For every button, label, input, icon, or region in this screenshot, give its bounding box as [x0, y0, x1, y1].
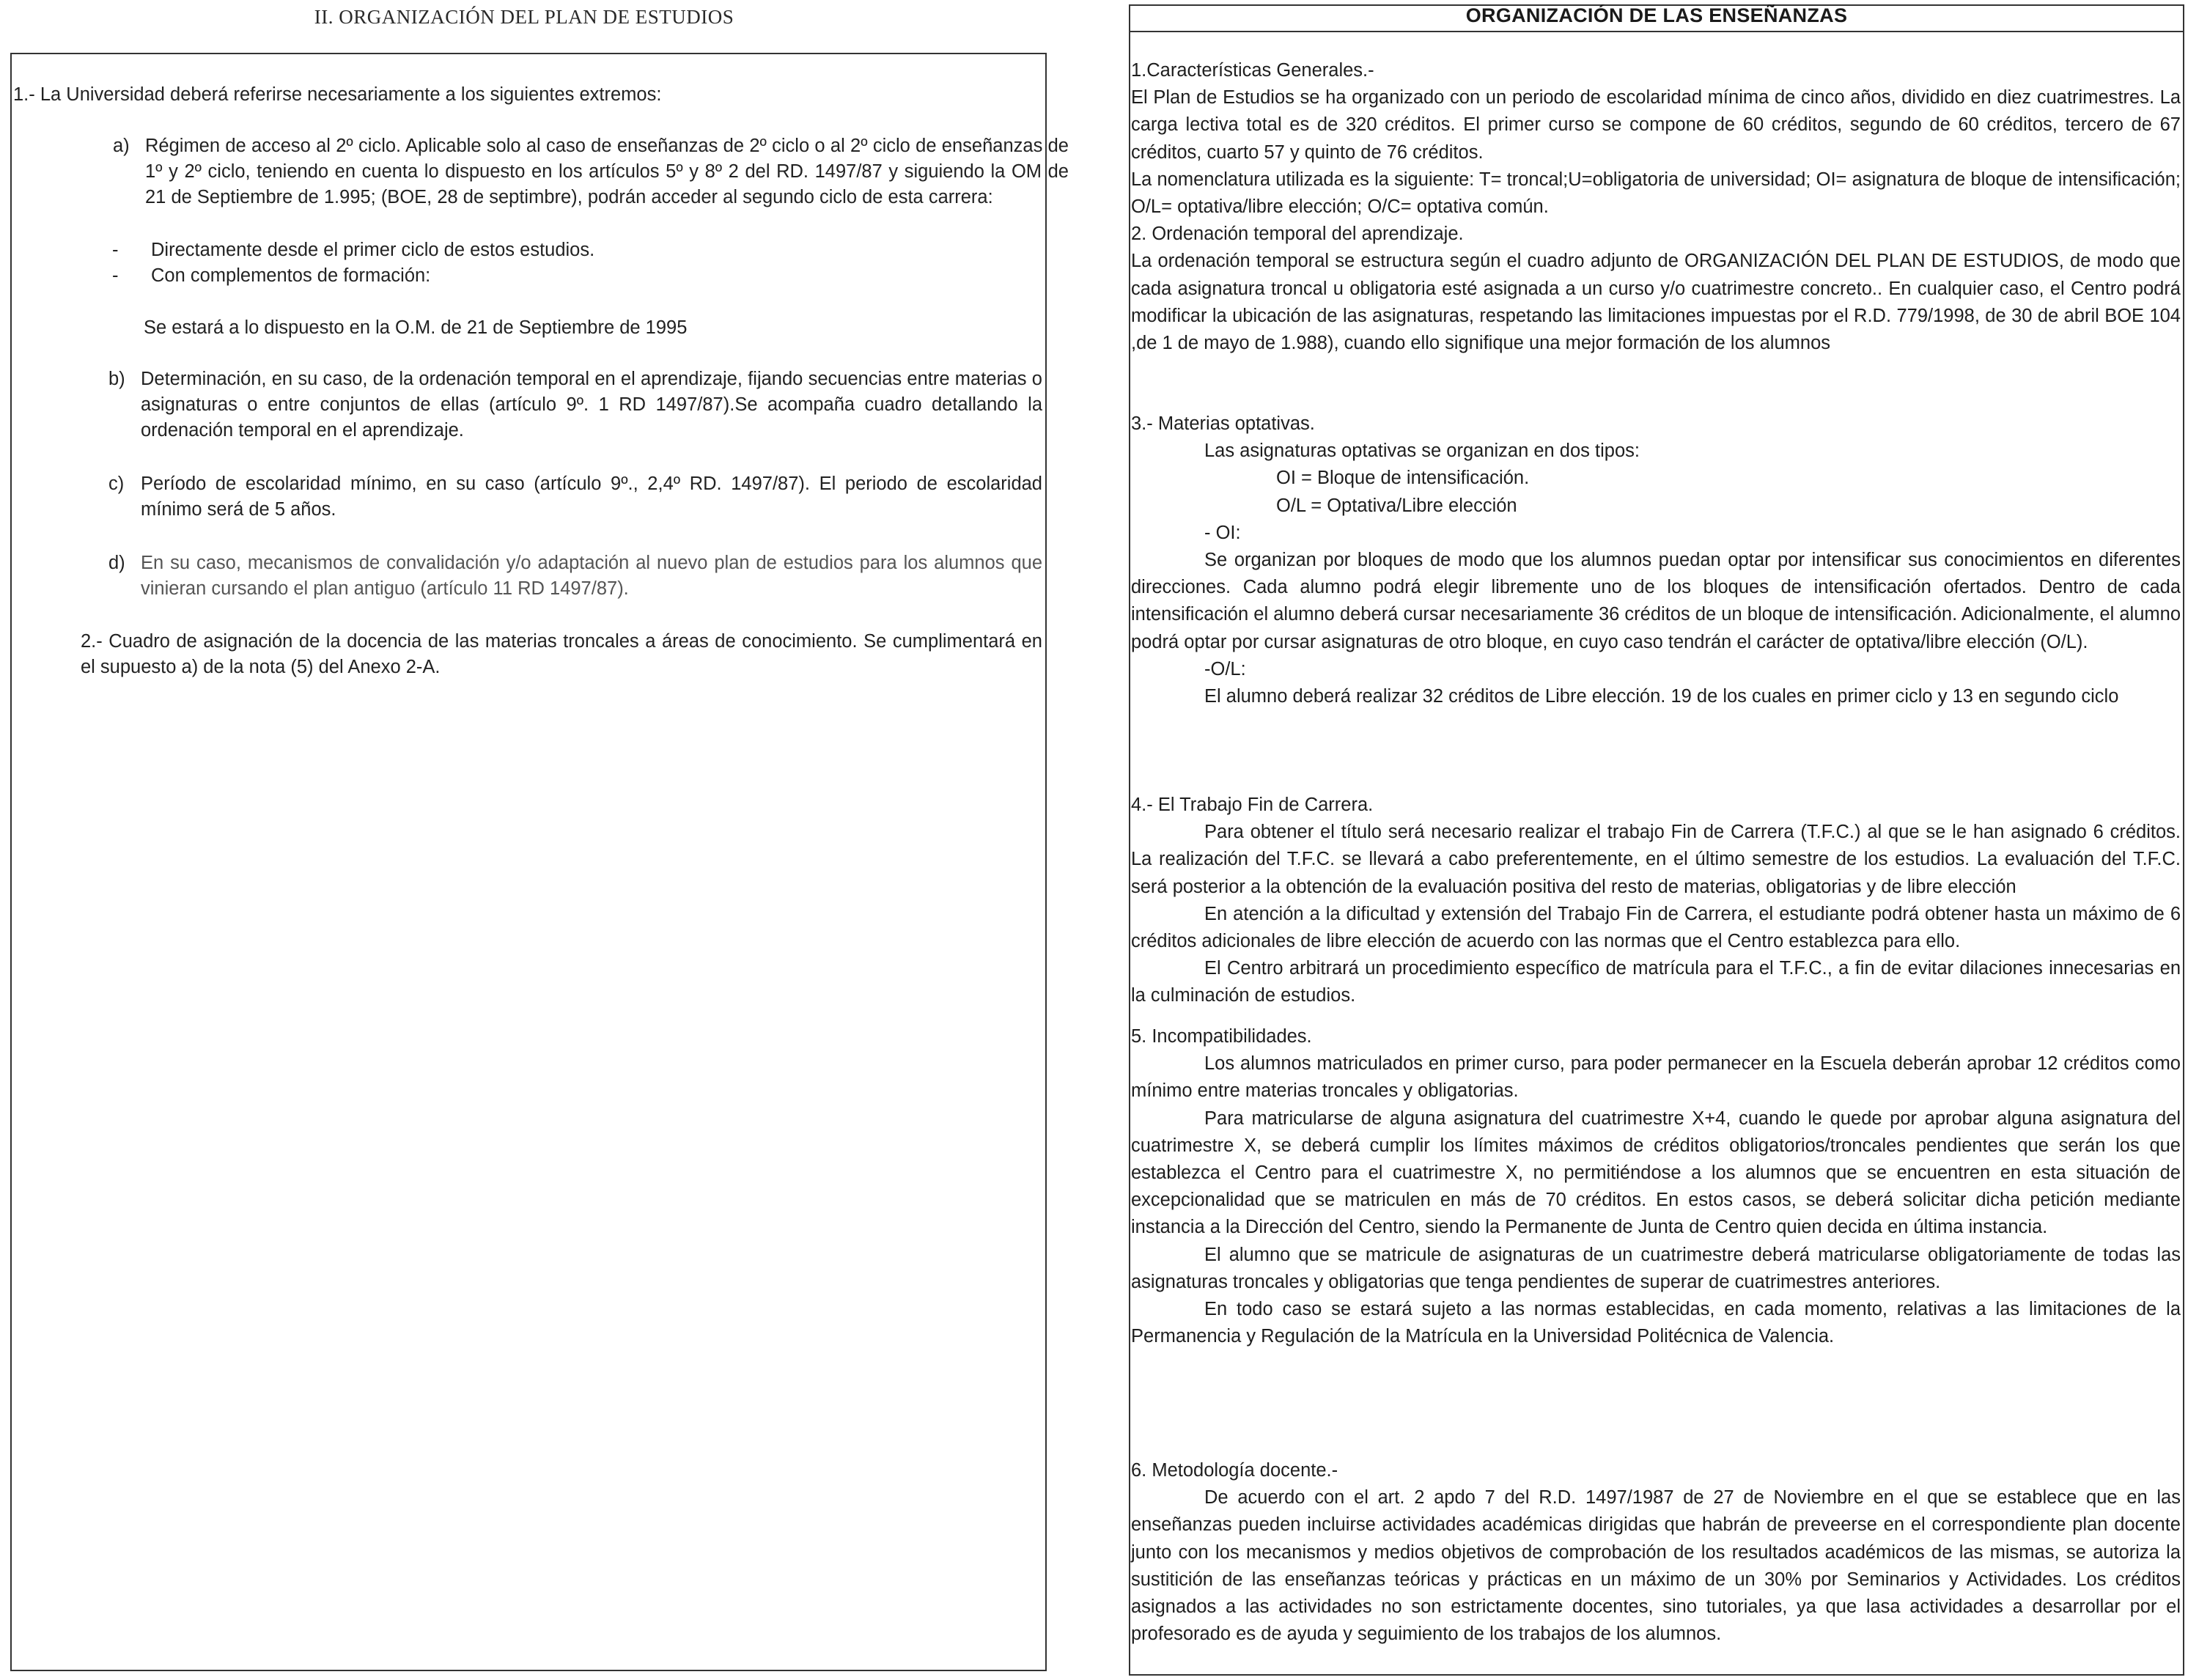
section-3	[1131, 410, 2181, 710]
title-divider	[1129, 31, 2184, 32]
left-point-2: 2.- Cuadro de asignación de la docencia de las materias troncales a áreas de conocimiento. Se cumplimentará en el supuesto a) de la nota (5) del Anexo 2-A.	[81, 631, 1042, 677]
s1-paragraph-2: La nomenclatura utilizada es la siguiente: T= troncal;U=obligatoria de universidad; OI= asignatura de bloque de intensificación; O/L= optativa/libre elección; O/C= optativa común.	[1131, 169, 2181, 218]
s4-paragraph-1: Para obtener el título será necesario realizar el trabajo Fin de Carrera (T.F.C.) al que se le han asignado 6 créditos. La realización del T.F.C. se llevará a cabo preferentemente, en el último semestre de los estudios. La evaluación del T.F.C. será posterior a la obtención de la evaluación positiva del resto de materias, obligatorias y de libre elección	[1131, 822, 2181, 897]
section-1	[1131, 57, 2181, 357]
s5-paragraph-3: El alumno que se matricule de asignaturas de un cuatrimestre deberá matricularse obligatoriamente de todas las asignaturas troncales y obligatorias que tenga pendientes de superar de cuatrimestres anteriores.	[1131, 1244, 2181, 1292]
s5-paragraph-1: Los alumnos matriculados en primer curso, para poder permanecer en la Escuela deberán aprobar 12 créditos como mínimo entre materias troncales y obligatorias.	[1131, 1053, 2181, 1102]
item-b	[108, 366, 1042, 443]
s4-paragraph-2: En atención a la dificultad y extensión del Trabajo Fin de Carrera, el estudiante podrá obtener hasta un máximo de 6 créditos adicionales de libre elección de acuerdo con las normas que el Centro establezca para ello.	[1131, 903, 2181, 952]
dash-marker: -	[112, 240, 119, 260]
s3-ol-label: -O/L:	[1204, 658, 1246, 679]
item-b-text: Determinación, en su caso, de la ordenación temporal en el aprendizaje, fijando secuencias entre materias o asignaturas o entre conjuntos de ellas (artículo 9º. 1 RD 1497/87).Se acompaña cuadro detallando la ordenación temporal en el aprendizaje.	[141, 369, 1042, 441]
s4-paragraph-3: El Centro arbitrará un procedimiento específico de matrícula para el T.F.C., a fin de evitar dilaciones innecesarias en la culminación de estudios.	[1131, 958, 2181, 1006]
s6-paragraph-1: De acuerdo con el art. 2 apdo 7 del R.D. 1497/1987 de 27 de Noviembre en el que se establece que en las enseñanzas pueden incluirse actividades académicas dirigidas que habrán de preveerse en el correspondiente plan docente junto con los mecanismos y medios objetivos de comprobación de los resultados académicos de las mismas, se autoriza la sustitición de las enseñanzas teóricas y prácticas en un máximo de un 30% por Seminarios y Actividades. Los créditos asignados a las actividades no son estrictamente docentes, sino tutoriales, ya que lasa actividades a desarrollar por el profesorado es de ayuda y seguimiento de los trabajos de los alumnos.	[1131, 1487, 2181, 1645]
s3-type-1: OI = Bloque de intensificación.	[1276, 468, 1530, 489]
left-page-frame	[10, 53, 1047, 1671]
s1-paragraph-1: El Plan de Estudios se ha organizado con un periodo de escolaridad mínima de cinco años, dividido en diez cuatrimestres. La carga lectiva total es de 320 créditos. El primer curso se compone de 60 créditos, segundo de 60 créditos, tercero de 67 créditos, cuarto 57 y quinto de 76 créditos.	[1131, 87, 2181, 163]
dash-item-2-text: Con complementos de formación:	[151, 265, 431, 286]
item-c-text: Período de escolaridad mínimo, en su caso (artículo 9º., 2,4º RD. 1497/87). El periodo de escolaridad mínimo será de 5 años.	[141, 474, 1042, 520]
item-b-label: b)	[108, 369, 125, 389]
s1-heading: 1.Características Generales.-	[1131, 60, 1374, 81]
item-a-text: Régimen de acceso al 2º ciclo. Aplicable solo al caso de enseñanzas de 2º ciclo o al 2º ciclo de enseñanzas de 1º y 2º ciclo, teniendo en cuenta lo dispuesto en los artículos 5º y 8º 2 del RD. 1497/87 y siguiendo la OM de 21 de Septiembre de 1.995; (BOE, 28 de septimbre), podrán acceder al segundo ciclo de esta carrera:	[145, 136, 1069, 207]
item-d	[108, 550, 1042, 602]
s2-paragraph-1: La ordenación temporal se estructura según el cuadro adjunto de ORGANIZACIÓN DEL PLAN DE ESTUDIOS, de modo que cada asignatura troncal u obligatoria esté asignada a un curso y/o cuatrimestre concreto.. En cualquier caso, el Centro podrá modificar la ubicación de las asignaturas, respetando las limitaciones impuestas por el R.D. 779/1998, de 30 de abril BOE 104 ,de 1 de mayo de 1.988), cuando ello signifique una mejor formación de los alumnos	[1131, 251, 2181, 354]
item-d-label: d)	[108, 553, 125, 573]
item-d-text: En su caso, mecanismos de convalidación y/o adaptación al nuevo plan de estudios para los alumnos que vinieran cursando el plan antiguo (artículo 11 RD 1497/87).	[141, 553, 1042, 599]
s5-heading: 5. Incompatibilidades.	[1131, 1026, 1312, 1047]
s6-heading: 6. Metodología docente.-	[1131, 1460, 1338, 1481]
item-a-label: a)	[113, 136, 130, 156]
dash-item-1	[112, 237, 1089, 263]
section-6	[1131, 1457, 2181, 1648]
s4-heading: 4.- El Trabajo Fin de Carrera.	[1131, 795, 1374, 815]
s3-ol-text: El alumno deberá realizar 32 créditos de Libre elección. 19 de los cuales en primer ciclo y 13 en segundo ciclo	[1204, 686, 2119, 707]
dash-marker: -	[112, 265, 119, 286]
s3-oi-text: Se organizan por bloques de modo que los alumnos puedan optar por intensificar sus conocimientos en diferentes direcciones. Cada alumno podrá elegir libremente uno de los bloques de intensificación ofertados. Dentro de cada intensificación el alumno deberá cursar necesariamente 36 créditos de un bloque de intensificación. Adicionalmente, el alumno podrá optar por cursar asignaturas de otro bloque, en cuyo caso tendrán el carácter de optativa/libre elección (O/L).	[1131, 550, 2181, 652]
right-page-title: ORGANIZACIÓN DE LAS ENSEÑANZAS	[1465, 4, 1848, 26]
dash-item-1-text: Directamente desde el primer ciclo de estos estudios.	[151, 240, 595, 260]
item-c-label: c)	[108, 474, 125, 494]
item-c	[108, 471, 1042, 523]
left-intro: 1.- La Universidad deberá referirse necesariamente a los siguientes extremos:	[13, 84, 662, 105]
s3-type-2: O/L = Optativa/Libre elección	[1276, 495, 1517, 516]
om-note: Se estará a lo dispuesto en la O.M. de 21 de Septiembre de 1995	[144, 317, 688, 338]
section-4	[1131, 792, 2181, 1010]
s3-intro: Las asignaturas optativas se organizan en dos tipos:	[1204, 441, 1640, 462]
dash-item-2	[112, 263, 1089, 289]
s5-paragraph-4: En todo caso se estará sujeto a las normas establecidas, en cada momento, relativas a las limitaciones de la Permanencia y Regulación de la Matrícula en la Universidad Politécnica de Valencia.	[1131, 1299, 2181, 1347]
s3-heading: 3.- Materias optativas.	[1131, 413, 1315, 434]
s3-oi-label: - OI:	[1204, 522, 1241, 543]
s2-heading: 2. Ordenación temporal del aprendizaje.	[1131, 224, 1464, 245]
item-a	[113, 133, 1069, 210]
section-5	[1131, 1023, 2181, 1350]
left-page-header: II. ORGANIZACIÓN DEL PLAN DE ESTUDIOS	[314, 6, 734, 28]
s5-paragraph-2: Para matricularse de alguna asignatura del cuatrimestre X+4, cuando le quede por aprobar alguna asignatura del cuatrimestre X, se deberá cumplir los límites máximos de créditos obligatorios/troncales pendientes que serán los que establezca el Centro para el cuatrimestre X, no permitiéndose a los alumnos que se encuentren en esta situación de excepcionalidad que se matriculen en más de 70 créditos. En estos casos, se deberá solicitar dicha petición mediante instancia a la Dirección del Centro, siendo la Permanente de Junta de Centro quien decida en última instancia.	[1131, 1108, 2181, 1238]
